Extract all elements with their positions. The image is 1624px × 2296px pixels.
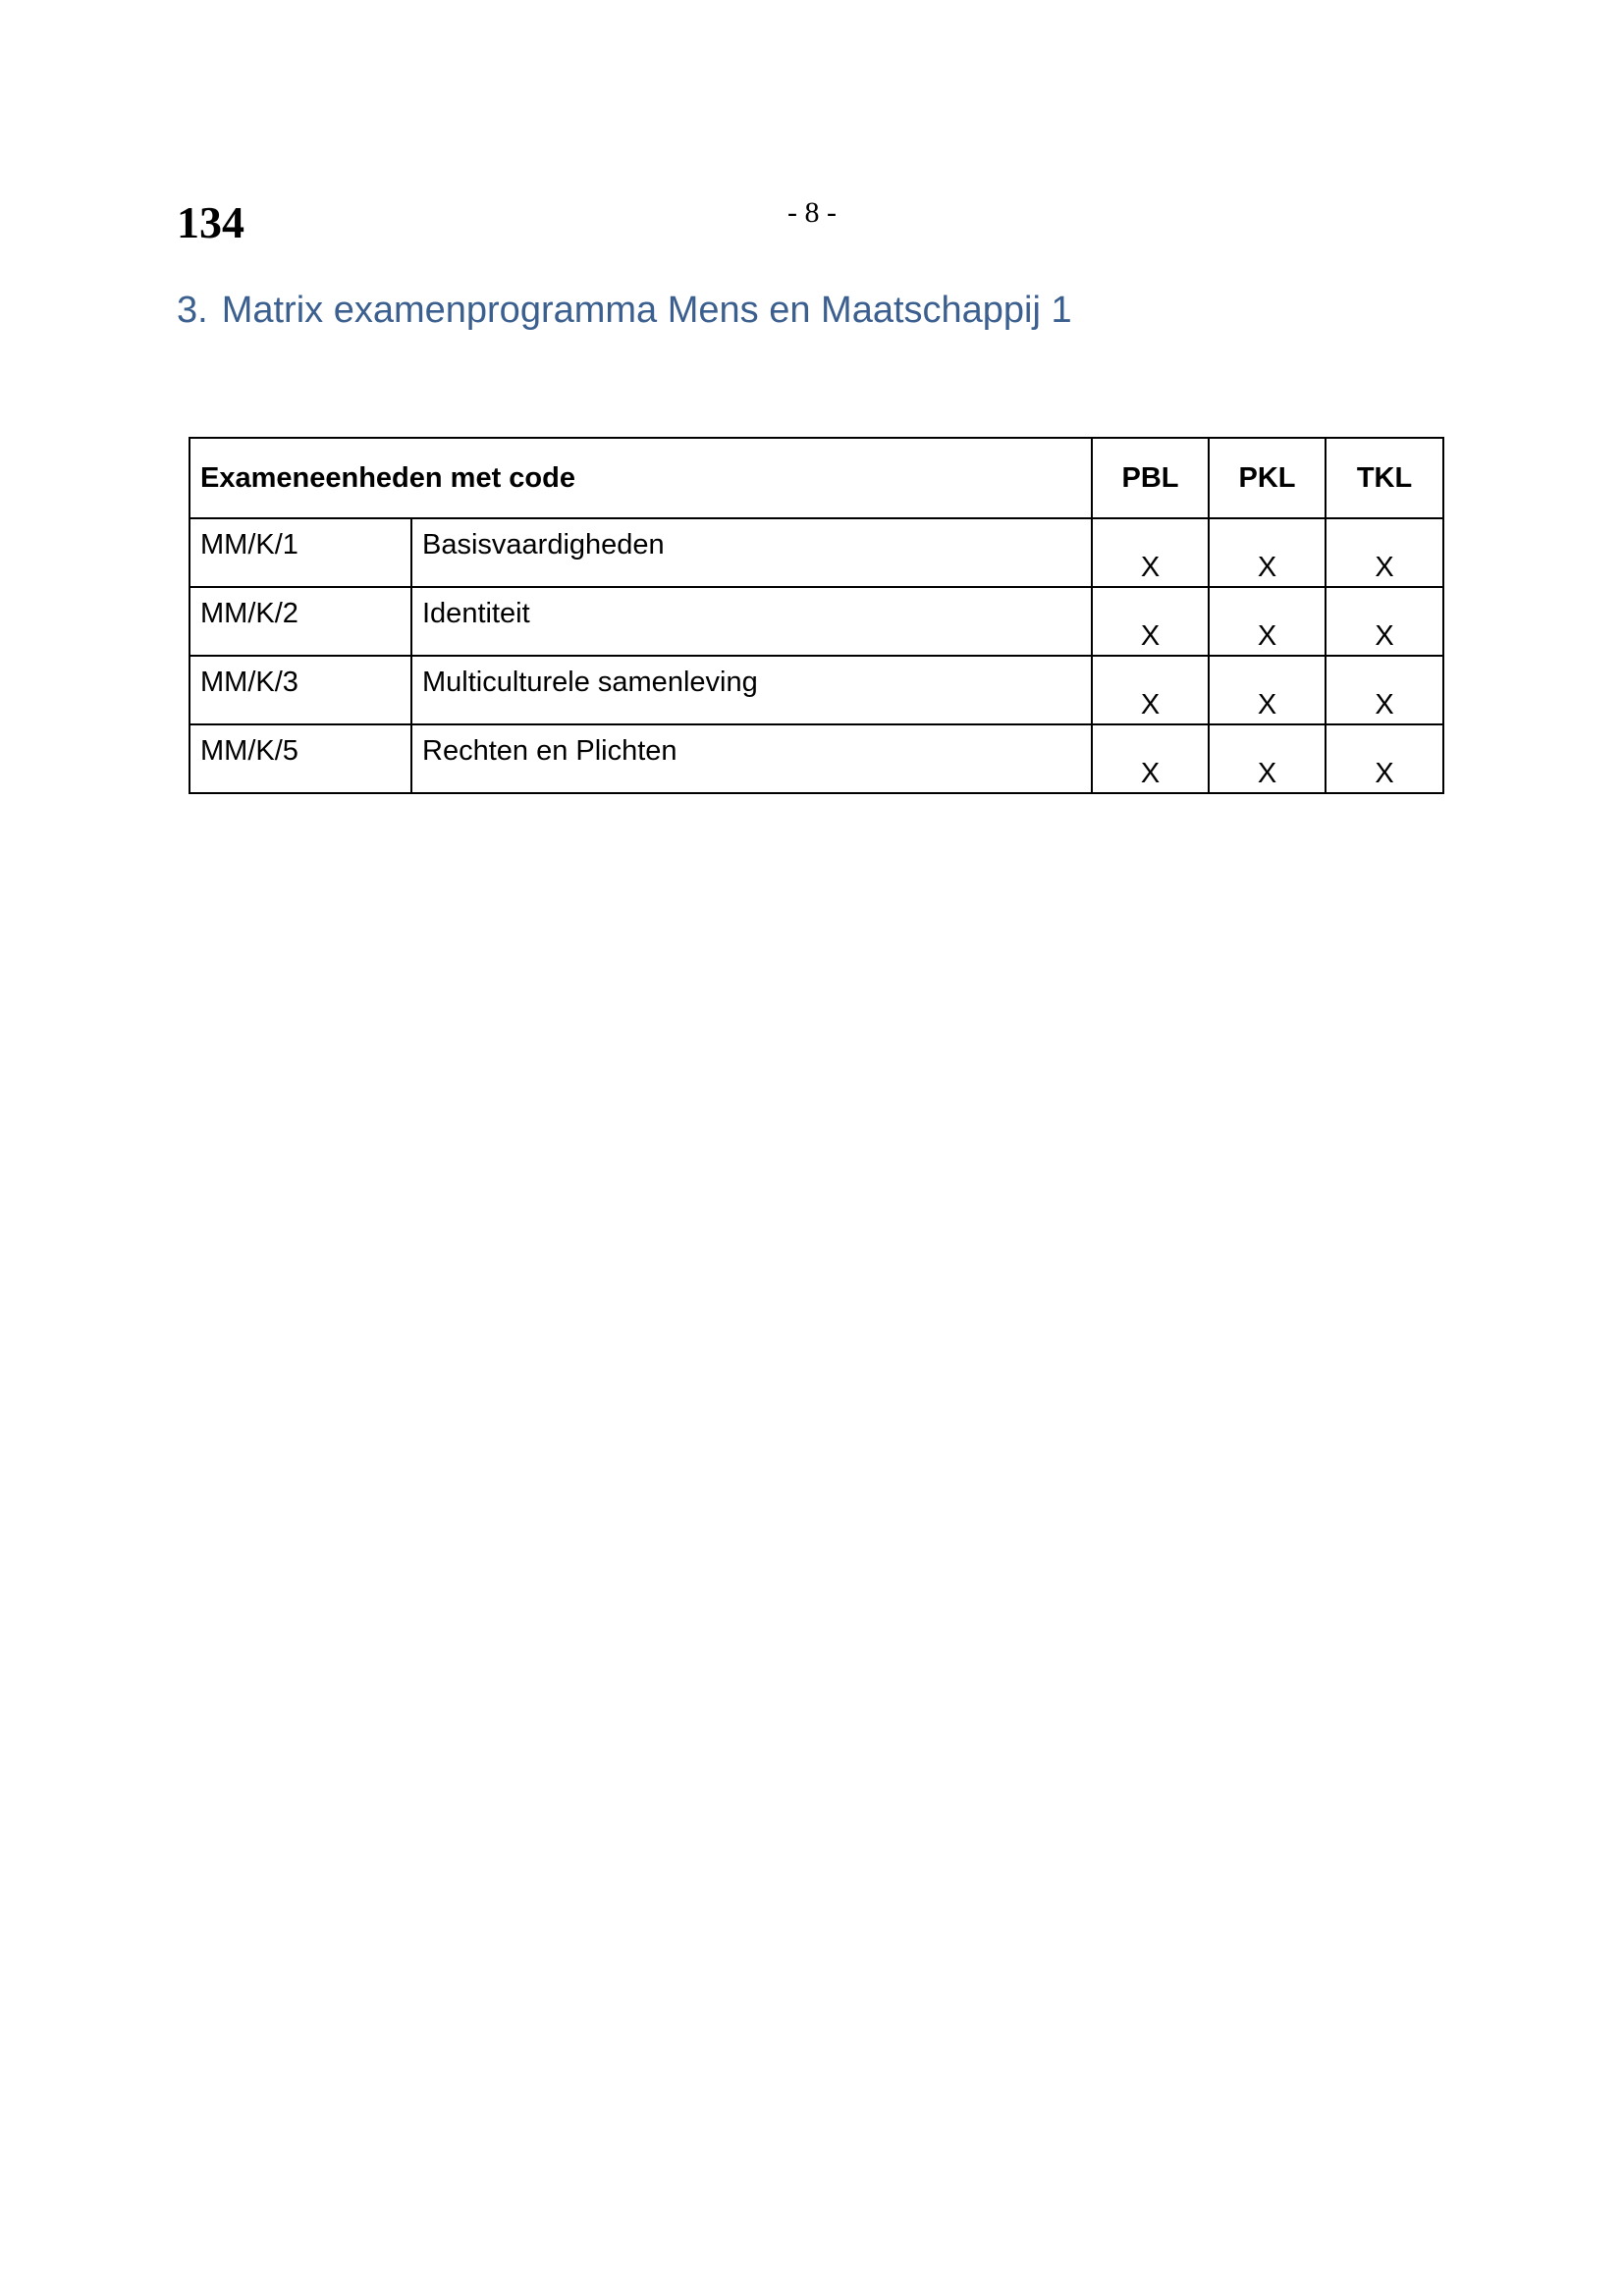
header-level-tkl: TKL bbox=[1326, 438, 1443, 518]
mark-pkl: X bbox=[1209, 724, 1326, 793]
mark-pkl: X bbox=[1209, 656, 1326, 724]
page-number: 134 bbox=[177, 197, 244, 247]
mark-pbl: X bbox=[1092, 518, 1209, 587]
section-title: Matrix examenprogramma Mens en Maatschappij 1 bbox=[221, 290, 1072, 331]
exam-matrix-table bbox=[189, 437, 1444, 794]
section-heading bbox=[177, 290, 1072, 332]
unit-name: Multiculturele samenleving bbox=[411, 656, 1092, 724]
mark-pbl: X bbox=[1092, 587, 1209, 656]
mark-tkl: X bbox=[1326, 587, 1443, 656]
table-row bbox=[189, 724, 1443, 793]
page-marker: - 8 - bbox=[787, 196, 837, 229]
unit-code: MM/K/3 bbox=[189, 656, 411, 724]
unit-name: Identiteit bbox=[411, 587, 1092, 656]
section-number: 3. bbox=[177, 290, 208, 331]
mark-pkl: X bbox=[1209, 587, 1326, 656]
mark-pbl: X bbox=[1092, 656, 1209, 724]
header-level-pkl: PKL bbox=[1209, 438, 1326, 518]
table-row bbox=[189, 518, 1443, 587]
table-row bbox=[189, 656, 1443, 724]
table-row bbox=[189, 587, 1443, 656]
mark-pbl: X bbox=[1092, 724, 1209, 793]
unit-code: MM/K/1 bbox=[189, 518, 411, 587]
mark-tkl: X bbox=[1326, 656, 1443, 724]
table-header-row bbox=[189, 438, 1443, 518]
header-units: Exameneenheden met code bbox=[189, 438, 1092, 518]
unit-name: Rechten en Plichten bbox=[411, 724, 1092, 793]
mark-pkl: X bbox=[1209, 518, 1326, 587]
unit-code: MM/K/2 bbox=[189, 587, 411, 656]
mark-tkl: X bbox=[1326, 518, 1443, 587]
unit-code: MM/K/5 bbox=[189, 724, 411, 793]
mark-tkl: X bbox=[1326, 724, 1443, 793]
unit-name: Basisvaardigheden bbox=[411, 518, 1092, 587]
header-level-pbl: PBL bbox=[1092, 438, 1209, 518]
